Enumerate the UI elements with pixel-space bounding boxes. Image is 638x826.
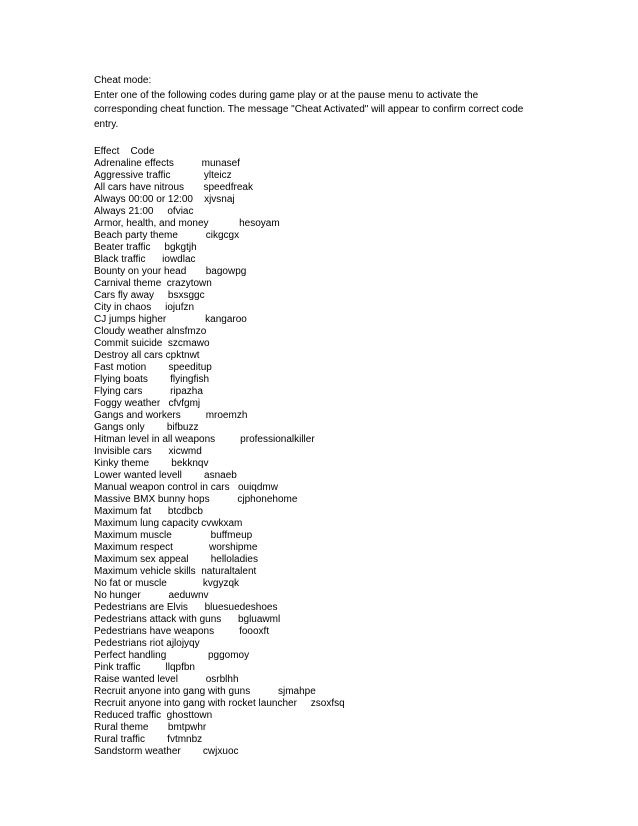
cheat-row: Reduced traffic ghosttown [94, 710, 213, 721]
cheat-row: Cloudy weather alnsfmzo [94, 326, 207, 337]
cheat-row: Pedestrians are Elvis bluesuedeshoes [94, 602, 278, 613]
cheat-row: Maximum sex appeal helloladies [94, 554, 258, 565]
cheat-row: Raise wanted level osrblhh [94, 674, 239, 685]
cheat-row: Lower wanted levell asnaeb [94, 470, 237, 481]
intro-paragraph [94, 89, 564, 133]
cheat-list [94, 158, 564, 758]
paragraph-spacer [94, 132, 564, 146]
document-page [94, 74, 564, 758]
intro-line: entry. [94, 118, 119, 130]
cheat-row: Destroy all cars cpktnwt [94, 350, 200, 361]
document-heading: Cheat mode: [94, 75, 152, 86]
cheat-row: Recruit anyone into gang with rocket launcher zsoxfsq [94, 698, 345, 709]
cheat-row: Hitman level in all weapons professionalkiller [94, 434, 315, 445]
cheat-row: All cars have nitrous speedfreak [94, 182, 253, 193]
cheat-row: Commit suicide szcmawo [94, 338, 210, 349]
cheat-row: No fat or muscle kvgyzqk [94, 578, 240, 589]
cheat-row: Flying cars ripazha [94, 386, 203, 397]
cheat-row: Recruit anyone into gang with guns sjmahpe [94, 686, 316, 697]
table-header: Effect Code [94, 146, 155, 157]
cheat-row: Maximum fat btcdbcb [94, 506, 203, 517]
cheat-row: Always 21:00 ofviac [94, 206, 194, 217]
cheat-row: Beach party theme cikgcgx [94, 230, 240, 241]
cheat-row: Gangs and workers mroemzh [94, 410, 248, 421]
cheat-row: Sandstorm weather cwjxuoc [94, 746, 239, 757]
intro-line: corresponding cheat function. The message "Cheat Activated" will appear to confirm correct code [94, 104, 524, 115]
cheat-row: Massive BMX bunny hops cjphonehome [94, 494, 298, 505]
cheat-row: Adrenaline effects munasef [94, 158, 241, 169]
cheat-row: Maximum vehicle skills naturaltalent [94, 566, 257, 577]
cheat-row: No hunger aeduwnv [94, 590, 209, 601]
cheat-row: Gangs only bifbuzz [94, 422, 199, 433]
intro-line: Enter one of the following codes during game play or at the pause menu to activate the [94, 89, 479, 101]
cheat-row: Armor, health, and money hesoyam [94, 218, 280, 229]
cheat-row: CJ jumps higher kangaroo [94, 314, 247, 325]
cheat-row: Rural theme bmtpwhr [94, 722, 207, 733]
cheat-row: Perfect handling pggomoy [94, 650, 250, 661]
cheat-row: Pink traffic llqpfbn [94, 662, 195, 673]
cheat-row: Black traffic iowdlac [94, 254, 196, 265]
cheat-row: Carnival theme crazytown [94, 278, 212, 289]
cheat-row: Foggy weather cfvfgmj [94, 398, 201, 409]
cheat-row: Invisible cars xicwmd [94, 446, 202, 457]
cheat-row: City in chaos iojufzn [94, 302, 195, 313]
cheat-row: Maximum lung capacity cvwkxam [94, 518, 243, 529]
cheat-row: Beater traffic bgkgtjh [94, 242, 197, 253]
cheat-row: Pedestrians have weapons foooxft [94, 626, 270, 637]
cheat-row: Always 00:00 or 12:00 xjvsnaj [94, 194, 235, 205]
cheat-row: Bounty on your head bagowpg [94, 266, 247, 277]
cheat-row: Kinky theme bekknqv [94, 458, 209, 469]
cheat-row: Maximum respect worshipme [94, 542, 258, 553]
cheat-row: Flying boats flyingfish [94, 374, 210, 385]
cheat-row: Cars fly away bsxsggc [94, 290, 205, 301]
cheat-row: Maximum muscle buffmeup [94, 530, 253, 541]
cheat-row: Pedestrians attack with guns bgluawml [94, 614, 281, 625]
cheat-row: Pedestrians riot ajlojyqy [94, 638, 200, 649]
cheat-row: Fast motion speeditup [94, 362, 212, 373]
cheat-row: Manual weapon control in cars ouiqdmw [94, 482, 278, 493]
cheat-row: Rural traffic fvtmnbz [94, 734, 203, 745]
cheat-row: Aggressive traffic ylteicz [94, 170, 232, 181]
